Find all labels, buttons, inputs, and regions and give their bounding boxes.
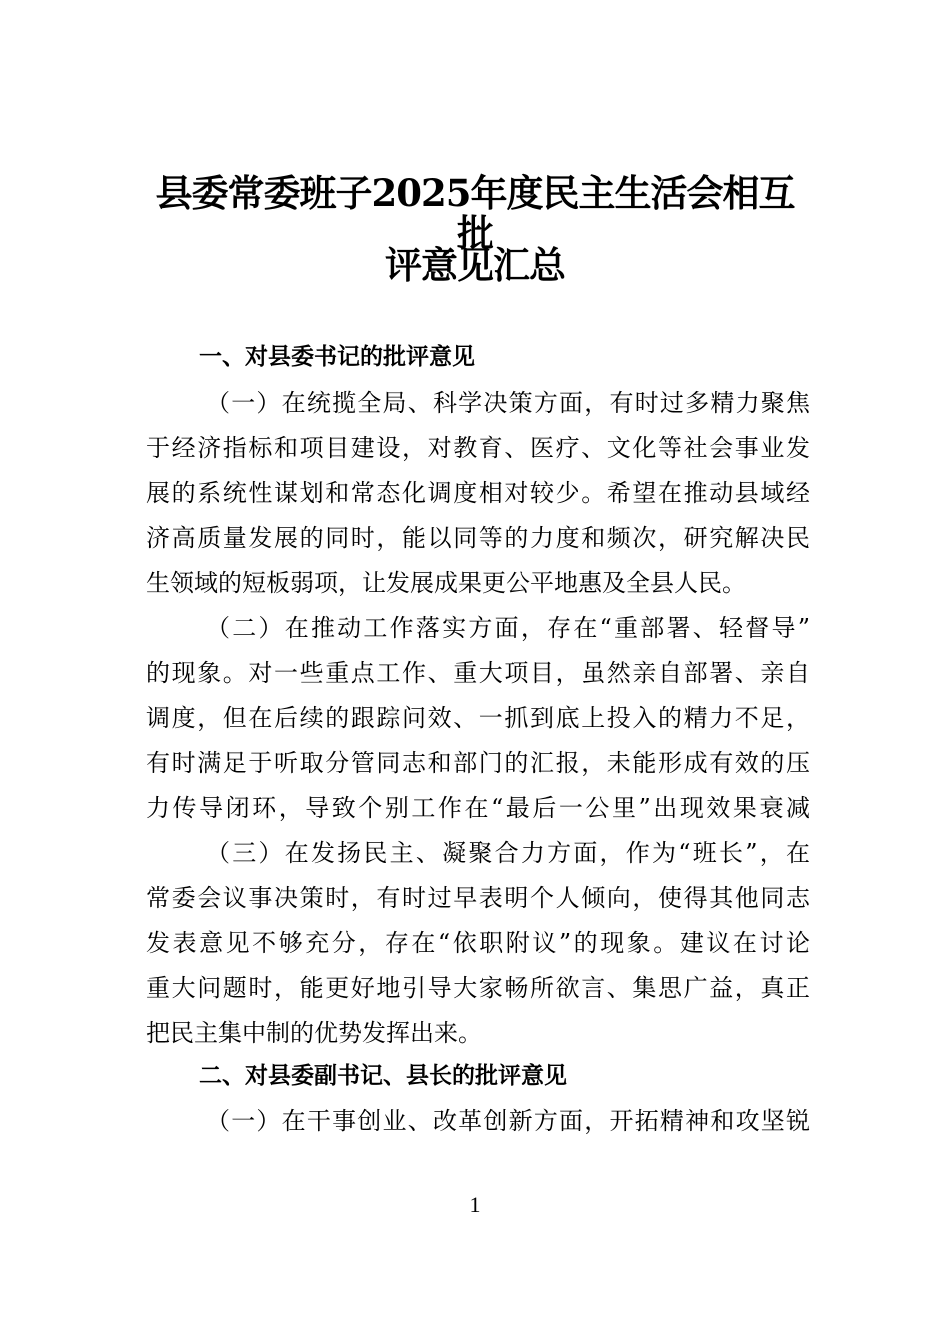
paragraph-line: 常委会议事决策时，有时过早表明个人倾向，使得其他同志 [146, 884, 810, 912]
paragraph-line: 生领域的短板弱项，让发展成果更公平地惠及全县人民。 [146, 569, 746, 597]
document-title-line-2: 评意见汇总 [385, 243, 565, 287]
section-heading-1: 一、对县委书记的批评意见 [199, 344, 475, 370]
paragraph-line: （二）在推动工作落实方面，存在“重部署、轻督导” [206, 614, 810, 642]
paragraph-line: 把民主集中制的优势发挥出来。 [146, 1019, 482, 1047]
document-title-line-1: 县委常委班子2025年度民主生活会相互批 [155, 171, 795, 255]
paragraph-line: 济高质量发展的同时，能以同等的力度和频次，研究解决民 [146, 524, 810, 552]
paragraph-line: 力传导闭环，导致个别工作在“最后一公里”出现效果衰减 [146, 794, 810, 822]
paragraph-line: 调度，但在后续的跟踪问效、一抓到底上投入的精力不足， [146, 704, 810, 732]
paragraph-line: （一）在统揽全局、科学决策方面，有时过多精力聚焦 [206, 389, 810, 417]
paragraph-line: 的现象。对一些重点工作、重大项目，虽然亲自部署、亲自 [146, 659, 810, 687]
page-number: 1 [469, 1192, 481, 1217]
paragraph-line: 发表意见不够充分，存在“依职附议”的现象。建议在讨论 [146, 929, 810, 957]
section-heading-2: 二、对县委副书记、县长的批评意见 [199, 1063, 567, 1089]
paragraph-line: 展的系统性谋划和常态化调度相对较少。希望在推动县域经 [146, 479, 810, 507]
paragraph-line: （三）在发扬民主、凝聚合力方面，作为“班长”，在 [206, 839, 810, 867]
paragraph-line: 有时满足于听取分管同志和部门的汇报，未能形成有效的压 [146, 749, 810, 777]
paragraph-line: 于经济指标和项目建设，对教育、医疗、文化等社会事业发 [146, 434, 810, 462]
paragraph-line: （一）在干事创业、改革创新方面，开拓精神和攻坚锐 [206, 1107, 810, 1135]
paragraph-line: 重大问题时，能更好地引导大家畅所欲言、集思广益，真正 [146, 974, 810, 1002]
